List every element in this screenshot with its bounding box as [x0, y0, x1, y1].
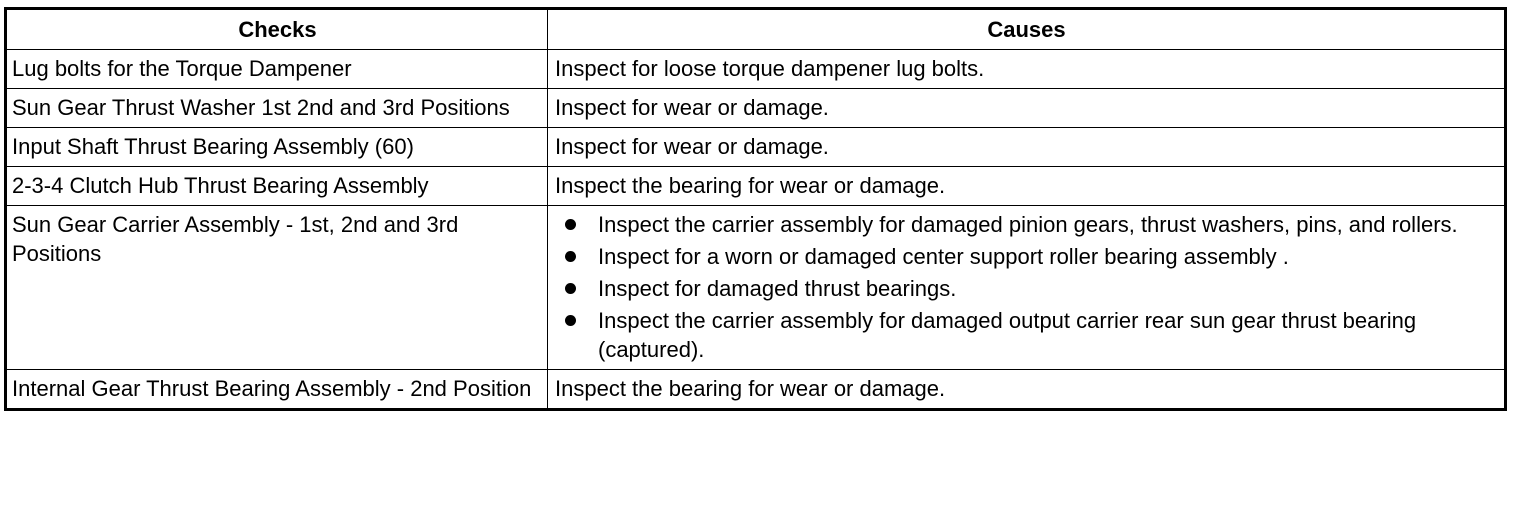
cause-cell: Inspect for wear or damage.: [555, 95, 829, 120]
bullet-icon: [565, 251, 576, 262]
cause-cell: [548, 206, 1504, 369]
list-item: [555, 274, 1498, 303]
bullet-icon: [565, 315, 576, 326]
list-item-text: Inspect for damaged thrust bearings.: [598, 276, 957, 301]
check-cell: 2-3-4 Clutch Hub Thrust Bearing Assembly: [7, 167, 548, 205]
check-cell: Internal Gear Thrust Bearing Assembly - 2nd Position: [7, 370, 548, 408]
list-item: [555, 306, 1498, 364]
table-row: [7, 127, 1504, 166]
list-item-text: Inspect the carrier assembly for damaged pinion gears, thrust washers, pins, and rollers.: [598, 212, 1458, 237]
diagnostic-table: [4, 7, 1507, 411]
list-item: [555, 242, 1498, 271]
list-item-text: Inspect for a worn or damaged center support roller bearing assembly .: [598, 244, 1289, 269]
list-item-text: Inspect the carrier assembly for damaged output carrier rear sun gear thrust bearing (captured).: [598, 308, 1417, 362]
table-row: [7, 369, 1504, 408]
table-row: [7, 166, 1504, 205]
cause-cell: Inspect the bearing for wear or damage.: [555, 173, 946, 198]
table-row: [7, 205, 1504, 369]
list-item: [555, 210, 1498, 239]
cause-bullet-list: [555, 210, 1498, 364]
check-cell: Sun Gear Carrier Assembly - 1st, 2nd and 3rd Positions: [7, 206, 548, 369]
table-row: [7, 88, 1504, 127]
cause-cell: Inspect for loose torque dampener lug bolts.: [555, 56, 985, 81]
column-header-causes: Causes: [987, 17, 1066, 42]
cause-cell: Inspect for wear or damage.: [555, 134, 829, 159]
table-header-row: [7, 10, 1504, 49]
table-row: [7, 49, 1504, 88]
cause-cell: Inspect the bearing for wear or damage.: [555, 376, 946, 401]
bullet-icon: [565, 219, 576, 230]
bullet-icon: [565, 283, 576, 294]
check-cell: Input Shaft Thrust Bearing Assembly (60): [7, 128, 548, 166]
column-header-checks: Checks: [7, 10, 548, 49]
check-cell: Lug bolts for the Torque Dampener: [7, 50, 548, 88]
check-cell: Sun Gear Thrust Washer 1st 2nd and 3rd Positions: [7, 89, 548, 127]
